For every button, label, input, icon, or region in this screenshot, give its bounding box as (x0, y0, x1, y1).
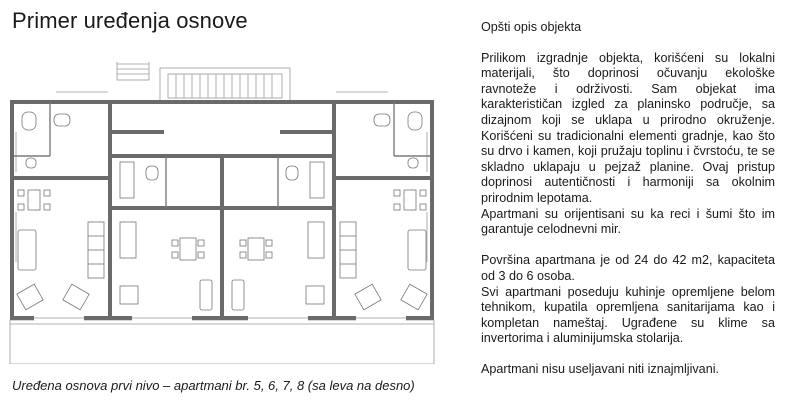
description-paragraph: Prilikom izgradnje objekta, korišćeni su lokalni materijali, što doprinosi očuvanju ekološke ravnoteže i održivosti. Sam objekat ima karakterističan izgled za planinsko područje, sa dizajnom koji se uklapa u prirodno okruženje. Korišćeni su tradicionalni elementi gradnje, kao što su drvo i kamen, koji pružaju toplinu i čvrstoću, te se skladno uklapaju u pejzaž planine. Ovaj pristup doprinosi autentičnosti i harmoniji sa okolnim prirodnim lepotama. (481, 50, 775, 205)
page-title: Primer uređenja osnove (12, 8, 248, 33)
staircase-central (160, 68, 290, 102)
description-paragraph: Apartmani su orijentisani su ka reci i šumi što im garantuje celodnevni mir. (481, 206, 775, 237)
floor-plan-drawing (4, 62, 440, 364)
description-paragraph: Apartmani nisu useljavani niti iznajmljivani. (481, 362, 719, 377)
floor-plan-caption: Uređena osnova prvi nivo – apartmani br. 5, 6, 7, 8 (sa leva na desno) (12, 378, 415, 393)
staircase-left (117, 62, 149, 80)
description-heading: Opšti opis objekta (481, 20, 582, 34)
description-paragraph: Površina apartmana je od 24 do 42 m2, kapaciteta od 3 do 6 osoba. (481, 253, 775, 283)
terrace-strip (10, 320, 434, 364)
description-paragraph: Svi apartmani poseduju kuhinje opremljene belom tehnikom, kupatila opremljena sanitarijama kao i kompletan nameštaj. Ugrađene su klime sa invertorima i aluminijumska stolarija. (481, 284, 775, 346)
description-panel (481, 20, 775, 378)
